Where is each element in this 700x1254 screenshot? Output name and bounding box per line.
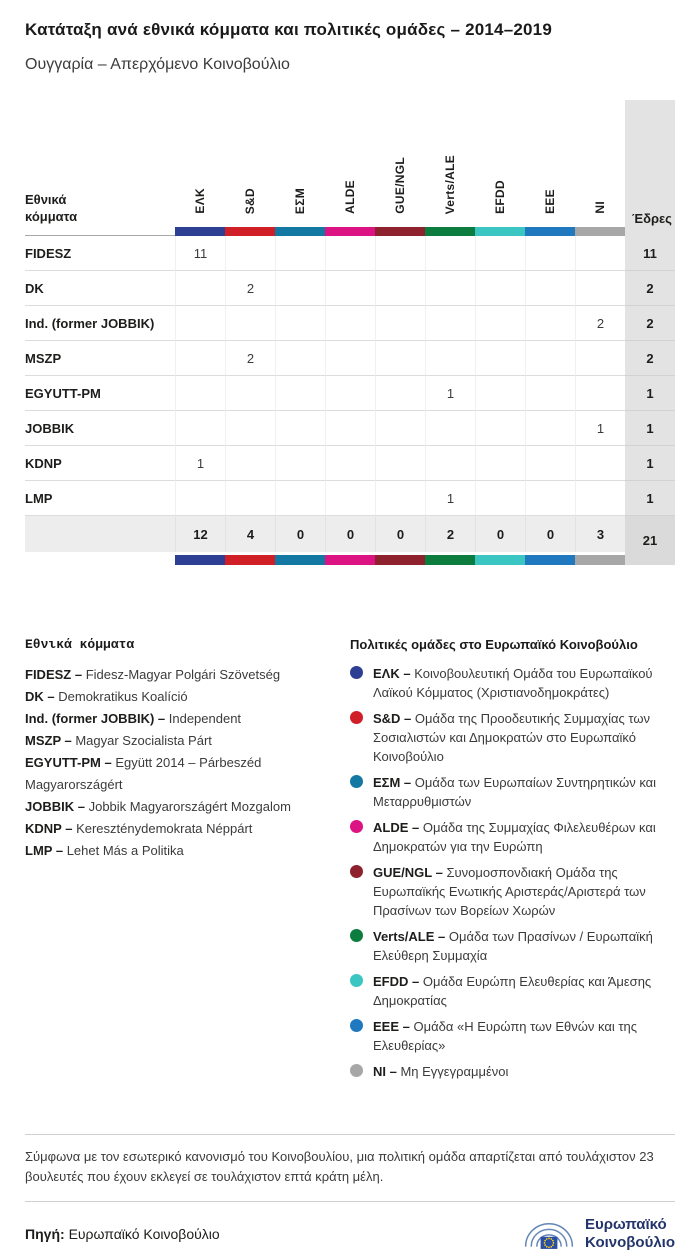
value-cell [475, 236, 525, 271]
parties-legend-list [25, 664, 325, 862]
party-name-cell: Ind. (former JOBBIK) [25, 306, 175, 341]
value-cell [475, 411, 525, 446]
value-cell [225, 376, 275, 411]
group-legend-item [350, 1017, 675, 1055]
party-abbr: KDNP – [25, 821, 73, 836]
group-color-bar [575, 555, 625, 565]
value-cell [275, 411, 325, 446]
group-column-header [375, 100, 425, 227]
source-row [25, 1214, 675, 1254]
legend-section [25, 637, 675, 1088]
group-column-header [325, 100, 375, 227]
group-color-bar [325, 227, 375, 236]
value-cell: 1 [175, 446, 225, 481]
seats-cell: 1 [625, 481, 675, 516]
total-value-cell: 0 [475, 516, 525, 552]
group-color-dot-icon [350, 865, 363, 878]
value-cell [325, 341, 375, 376]
ranking-table [25, 100, 675, 565]
group-full-name: Ομάδα των Ευρωπαίων Συντηρητικών και Μεταρρυθμιστών [373, 775, 657, 809]
party-legend-item [25, 818, 325, 840]
parties-legend [25, 637, 325, 1088]
source-text [25, 1226, 220, 1242]
corner-label-text: Εθνικά κόμματα [25, 192, 78, 224]
group-legend-text [373, 972, 675, 1010]
group-color-dot-icon [350, 974, 363, 987]
value-cell: 1 [575, 411, 625, 446]
group-color-dot-icon [350, 666, 363, 679]
value-cell: 2 [225, 341, 275, 376]
group-legend-text [373, 818, 675, 856]
value-cell [375, 376, 425, 411]
group-legend-item [350, 927, 675, 965]
group-color-bar [325, 555, 375, 565]
group-full-name: Ομάδα Ευρώπη Ελευθερίας και Άμεσης Δημοκρατίας [373, 974, 652, 1008]
party-legend-item [25, 796, 325, 818]
party-name-cell: FIDESZ [25, 236, 175, 271]
value-cell [525, 306, 575, 341]
total-value-cell: 0 [375, 516, 425, 552]
value-cell [575, 341, 625, 376]
value-cell [275, 236, 325, 271]
value-cell [325, 481, 375, 516]
group-header-label: ΕΣΜ [293, 187, 307, 214]
value-cell [525, 446, 575, 481]
value-cell [425, 446, 475, 481]
group-legend-text [373, 773, 675, 811]
group-column-header [225, 100, 275, 227]
value-cell [225, 236, 275, 271]
value-cell [275, 306, 325, 341]
total-value-cell: 4 [225, 516, 275, 552]
group-legend-item [350, 818, 675, 856]
group-column-header [175, 100, 225, 227]
group-color-bar [575, 227, 625, 236]
value-cell [525, 341, 575, 376]
ep-logo-line1: Ευρωπαϊκό [584, 1216, 667, 1233]
party-abbr: JOBBIK – [25, 799, 85, 814]
seats-cell: 11 [625, 236, 675, 271]
group-color-bar [225, 555, 275, 565]
party-full-name: Demokratikus Koalíció [58, 689, 188, 704]
seats-cell: 2 [625, 306, 675, 341]
ep-logo-text [585, 1216, 675, 1252]
group-full-name: Μη Εγγεγραμμένοι [400, 1064, 509, 1079]
party-legend-item [25, 752, 325, 796]
group-color-dot-icon [350, 1064, 363, 1077]
group-full-name: Ομάδα της Προοδευτικής Συμμαχίας των Σοσιαλιστών και Δημοκρατών στο Ευρωπαϊκό Κοινοβούλιο [373, 711, 651, 764]
group-legend-item [350, 1062, 675, 1081]
value-cell [325, 411, 375, 446]
party-full-name: Magyar Szocialista Párt [75, 733, 212, 748]
value-cell [375, 446, 425, 481]
value-cell [475, 341, 525, 376]
value-cell [325, 271, 375, 306]
group-abbr: NI – [373, 1064, 397, 1079]
value-cell [475, 481, 525, 516]
value-cell [175, 411, 225, 446]
group-color-dot-icon [350, 929, 363, 942]
seats-cell: 1 [625, 446, 675, 481]
group-color-bar [275, 555, 325, 565]
group-color-bar [475, 227, 525, 236]
group-abbr: GUE/NGL – [373, 865, 443, 880]
group-header-label: ALDE [343, 180, 357, 214]
seats-cell: 1 [625, 411, 675, 446]
value-cell [475, 376, 525, 411]
party-abbr: EGYUTT-PM – [25, 755, 112, 770]
group-abbr: EFDD – [373, 974, 420, 989]
group-full-name: Ομάδα των Πρασίνων / Ευρωπαϊκή Ελεύθερη Συμμαχία [373, 929, 653, 963]
party-name-cell: LMP [25, 481, 175, 516]
party-abbr: Ind. (former JOBBIK) – [25, 711, 166, 726]
value-cell: 1 [425, 376, 475, 411]
group-abbr: Verts/ALE – [373, 929, 446, 944]
group-full-name: Κοινοβουλευτική Ομάδα του Ευρωπαϊκού Λαϊκού Κόμματος (Χριστιανοδημοκράτες) [373, 666, 653, 700]
party-legend-item [25, 686, 325, 708]
value-cell [275, 341, 325, 376]
group-color-bar [425, 227, 475, 236]
group-legend-text [373, 927, 675, 965]
value-cell [275, 446, 325, 481]
national-parties-corner-label [25, 100, 175, 236]
source-label: Πηγή: [25, 1226, 65, 1242]
value-cell [375, 481, 425, 516]
value-cell [375, 236, 425, 271]
value-cell [325, 376, 375, 411]
value-cell [425, 411, 475, 446]
totals-empty-cell [25, 516, 175, 552]
value-cell [425, 236, 475, 271]
ep-logo [521, 1214, 675, 1254]
value-cell [525, 411, 575, 446]
party-name-cell: MSZP [25, 341, 175, 376]
group-header-label: GUE/NGL [393, 157, 407, 214]
value-cell [225, 446, 275, 481]
group-legend-text [373, 709, 675, 766]
party-full-name: Jobbik Magyarországért Mozgalom [88, 799, 291, 814]
party-abbr: MSZP – [25, 733, 72, 748]
ep-logo-line2: Κοινοβούλιο [584, 1234, 675, 1251]
value-cell [425, 271, 475, 306]
group-color-bar [275, 227, 325, 236]
group-abbr: ΕΣΜ – [373, 775, 412, 790]
value-cell [275, 481, 325, 516]
parties-legend-heading: Εθνικά κόμματα [25, 637, 135, 652]
value-cell [325, 306, 375, 341]
value-cell [575, 271, 625, 306]
group-legend-item [350, 709, 675, 766]
party-legend-item [25, 708, 325, 730]
value-cell [375, 271, 425, 306]
group-abbr: S&D – [373, 711, 412, 726]
party-legend-item [25, 840, 325, 862]
value-cell [175, 306, 225, 341]
value-cell: 11 [175, 236, 225, 271]
seats-column-header: Έδρες [625, 100, 675, 236]
value-cell [175, 271, 225, 306]
value-cell [175, 341, 225, 376]
value-cell [375, 411, 425, 446]
value-cell [475, 446, 525, 481]
party-legend-item [25, 730, 325, 752]
group-color-bar [375, 555, 425, 565]
group-abbr: ALDE – [373, 820, 420, 835]
total-value-cell: 12 [175, 516, 225, 552]
group-color-bar [425, 555, 475, 565]
group-column-header [425, 100, 475, 227]
party-name-cell: EGYUTT-PM [25, 376, 175, 411]
page-subtitle: Ουγγαρία – Απερχόμενο Κοινοβούλιο [25, 56, 290, 73]
value-cell [575, 446, 625, 481]
group-color-bar [525, 555, 575, 565]
footnote-text: Σύμφωνα με τον εσωτερικό κανονισμό του Κοινοβουλίου, μια πολιτική ομάδα απαρτίζεται από τουλάχιστον 23 βουλευτές που έχουν εκλεγεί σε τουλάχιστον επτά κράτη μέλη. [25, 1149, 654, 1184]
value-cell [325, 446, 375, 481]
value-cell [525, 481, 575, 516]
value-cell [525, 271, 575, 306]
group-color-dot-icon [350, 820, 363, 833]
group-color-bar [175, 227, 225, 236]
party-name-cell: KDNP [25, 446, 175, 481]
seats-cell: 2 [625, 341, 675, 376]
groups-legend [325, 637, 675, 1088]
groups-legend-heading: Πολιτικές ομάδες στο Ευρωπαϊκό Κοινοβούλιο [350, 637, 638, 652]
source-value: Ευρωπαϊκό Κοινοβούλιο [68, 1226, 220, 1242]
party-full-name: Independent [168, 711, 242, 726]
party-abbr: FIDESZ – [25, 667, 83, 682]
group-full-name: Ομάδα «Η Ευρώπη των Εθνών και της Ελευθερίας» [373, 1019, 638, 1053]
value-cell [475, 271, 525, 306]
group-color-bar [175, 555, 225, 565]
groups-legend-list [350, 664, 675, 1081]
divider-bottom [25, 1201, 675, 1202]
group-legend-text [373, 664, 675, 702]
group-legend-item [350, 664, 675, 702]
party-legend-item [25, 664, 325, 686]
value-cell [175, 376, 225, 411]
value-cell: 2 [575, 306, 625, 341]
group-legend-text [373, 1017, 675, 1055]
group-column-header [275, 100, 325, 227]
value-cell [425, 341, 475, 376]
value-cell [275, 376, 325, 411]
value-cell [575, 236, 625, 271]
group-legend-text [373, 863, 675, 920]
value-cell [425, 306, 475, 341]
value-cell [225, 306, 275, 341]
page-title: Κατάταξη ανά εθνικά κόμματα και πολιτικές ομάδες – 2014–2019 [25, 20, 552, 39]
group-column-header [575, 100, 625, 227]
party-full-name: Lehet Más a Politika [66, 843, 184, 858]
value-cell: 2 [225, 271, 275, 306]
group-full-name: Ομάδα της Συμμαχίας Φιλελευθέρων και Δημοκρατών για την Ευρώπη [373, 820, 656, 854]
group-header-label: S&D [243, 187, 257, 214]
value-cell [375, 306, 425, 341]
value-cell [525, 376, 575, 411]
value-cell [225, 481, 275, 516]
party-full-name: Együtt 2014 – Párbeszéd Magyarországért [25, 755, 262, 792]
total-value-cell: 3 [575, 516, 625, 552]
group-color-bar [375, 227, 425, 236]
group-full-name: Συνομοσπονδιακή Ομάδα της Ευρωπαϊκής Ενωτικής Αριστεράς/Αριστερά των Πρασίνων των Βορείων Χωρών [373, 865, 646, 918]
value-cell [575, 376, 625, 411]
party-name-cell: JOBBIK [25, 411, 175, 446]
group-header-label: NI [593, 201, 607, 214]
total-value-cell: 2 [425, 516, 475, 552]
group-abbr: ΕΛΚ – [373, 666, 411, 681]
group-legend-item [350, 773, 675, 811]
seats-cell: 2 [625, 271, 675, 306]
group-legend-text [373, 1062, 675, 1081]
seats-cell: 1 [625, 376, 675, 411]
value-cell [175, 481, 225, 516]
value-cell [475, 306, 525, 341]
value-cell [275, 271, 325, 306]
group-color-bar [225, 227, 275, 236]
party-name-cell: DK [25, 271, 175, 306]
group-abbr: EEE – [373, 1019, 410, 1034]
value-cell [375, 341, 425, 376]
group-header-label: ΕΛΚ [193, 188, 207, 214]
value-cell [225, 411, 275, 446]
group-color-bar [525, 227, 575, 236]
group-color-dot-icon [350, 711, 363, 724]
group-header-label: Verts/ALE [443, 154, 457, 214]
group-legend-item [350, 972, 675, 1010]
ep-logo-icon [521, 1214, 577, 1254]
group-column-header [475, 100, 525, 227]
party-abbr: LMP – [25, 843, 64, 858]
party-full-name: Fidesz-Magyar Polgári Szövetség [85, 667, 281, 682]
value-cell: 1 [425, 481, 475, 516]
party-abbr: DK – [25, 689, 55, 704]
group-header-label: EEE [543, 189, 557, 214]
total-seats-cell: 21 [625, 516, 675, 565]
group-column-header [525, 100, 575, 227]
total-value-cell: 0 [325, 516, 375, 552]
group-color-dot-icon [350, 1019, 363, 1032]
value-cell [325, 236, 375, 271]
total-value-cell: 0 [525, 516, 575, 552]
total-value-cell: 0 [275, 516, 325, 552]
party-full-name: Kereszténydemokrata Néppárt [76, 821, 253, 836]
value-cell [525, 236, 575, 271]
value-cell [575, 481, 625, 516]
group-legend-item [350, 863, 675, 920]
group-color-dot-icon [350, 775, 363, 788]
group-header-label: EFDD [493, 180, 507, 214]
group-color-bar [475, 555, 525, 565]
